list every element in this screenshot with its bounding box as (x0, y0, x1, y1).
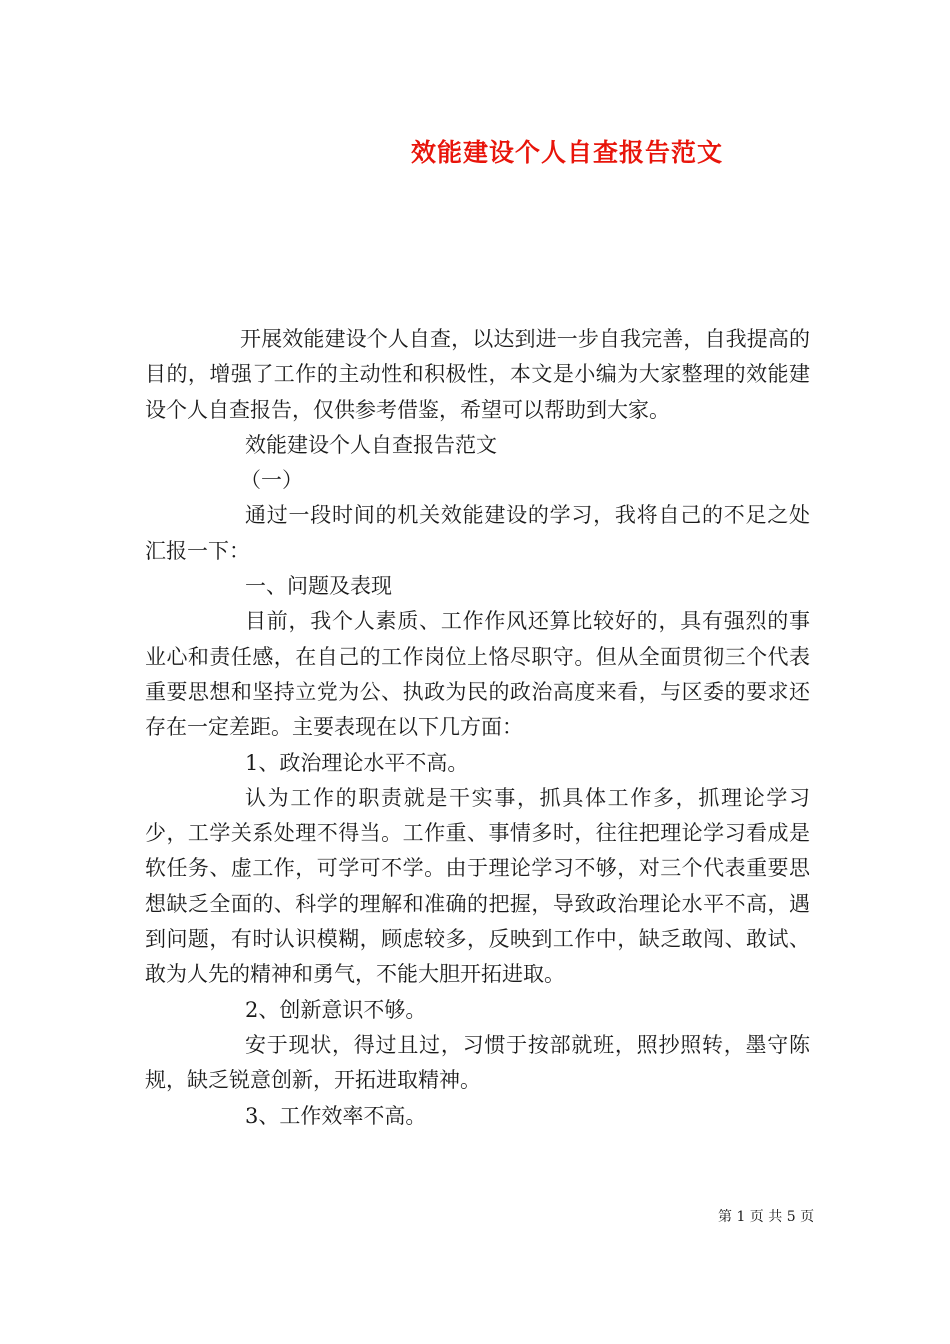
document-body (145, 322, 810, 1134)
page-number-footer: 第 1 页 共 5 页 (718, 1209, 815, 1225)
report-subtitle: 效能建设个人自查报告范文 (245, 432, 497, 457)
paragraph: 目前，我个人素质、工作作风还算比较好的，具有强烈的事业心和责任感，在自己的工作岗位上恪尽职守。但从全面贯彻三个代表重要思想和坚持立党为公、执政为民的政治高度来看，与区委的要求还存在一定差距。主要表现在以下几方面： (145, 609, 810, 740)
intro-paragraph: 开展效能建设个人自查，以达到进一步自我完善，自我提高的目的，增强了工作的主动性和积极性，本文是小编为大家整理的效能建设个人自查报告，仅供参考借鉴，希望可以帮助到大家。 (145, 327, 810, 422)
subsection-heading: 3、工作效率不高。 (245, 1103, 427, 1128)
subsection-heading: 1、政治理论水平不高。 (245, 750, 469, 775)
section-number: （一） (240, 468, 303, 493)
paragraph: 通过一段时间的机关效能建设的学习，我将自己的不足之处汇报一下： (145, 503, 810, 563)
paragraph: 安于现状，得过且过，习惯于按部就班，照抄照转，墨守陈规，缺乏锐意创新，开拓进取精神。 (145, 1032, 810, 1093)
subsection-heading: 2、创新意识不够。 (245, 997, 427, 1022)
paragraph: 认为工作的职责就是干实事，抓具体工作多，抓理论学习少，工学关系处理不得当。工作重、事情多时，往往把理论学习看成是软任务、虚工作，可学可不学。由于理论学习不够，对三个代表重要思想缺乏全面的、科学的理解和准确的把握，导致政治理论水平不高，遇到问题，有时认识模糊，顾虑较多，反映到工作中，缺乏敢闯、敢试、敢为人先的精神和勇气，不能大胆开拓进取。 (145, 785, 810, 987)
document-title: 效能建设个人自查报告范文 (411, 138, 724, 167)
section-heading: 一、问题及表现 (245, 574, 392, 599)
